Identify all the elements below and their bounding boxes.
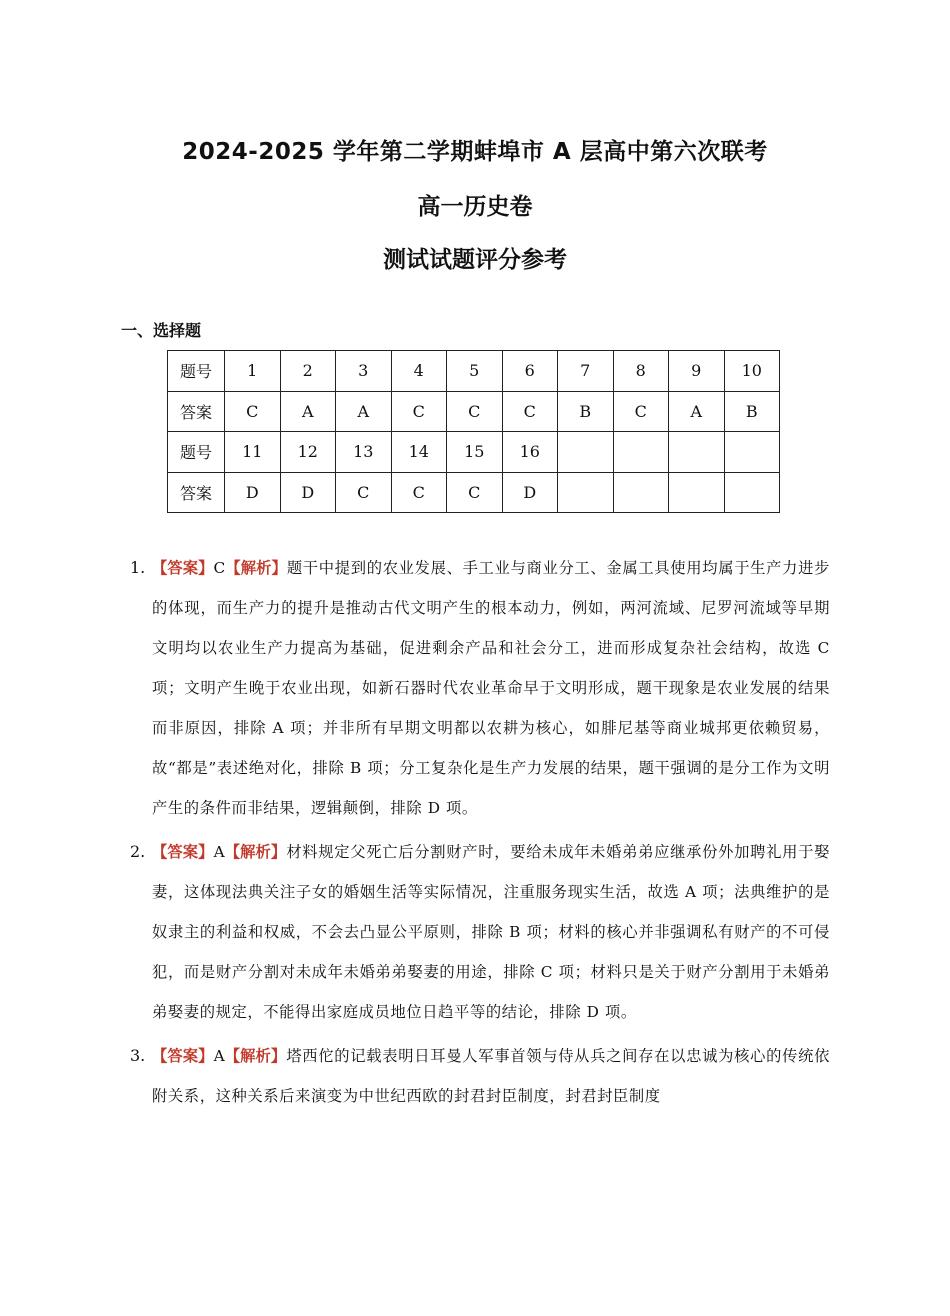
row-label: 答案 (168, 391, 225, 432)
table-cell: A (280, 391, 336, 432)
table-cell: 6 (502, 351, 558, 392)
table-cell: C (391, 472, 447, 513)
table-cell: C (447, 391, 503, 432)
table-cell (613, 432, 669, 473)
table-cell: 2 (280, 351, 336, 392)
table-cell: A (336, 391, 392, 432)
item-number: 2. (130, 842, 146, 861)
table-cell (669, 472, 725, 513)
table-cell: C (225, 391, 281, 432)
table-cell: 5 (447, 351, 503, 392)
table-row (168, 351, 780, 392)
table-cell (669, 432, 725, 473)
table-cell (558, 472, 614, 513)
list-item (130, 548, 830, 828)
table-cell: B (558, 391, 614, 432)
table-row (168, 432, 780, 473)
row-label: 答案 (168, 472, 225, 513)
table-cell (724, 432, 780, 473)
table-cell: 12 (280, 432, 336, 473)
table-cell: 7 (558, 351, 614, 392)
document-title: 测试试题评分参考 (383, 247, 567, 273)
row-label: 题号 (168, 432, 225, 473)
item-body (152, 548, 830, 828)
table-row (168, 391, 780, 432)
table-cell (724, 472, 780, 513)
table-cell: C (613, 391, 669, 432)
table-cell (613, 472, 669, 513)
item-body (152, 832, 830, 1032)
item-body (152, 1036, 830, 1116)
table-cell: C (336, 472, 392, 513)
table-cell: 3 (336, 351, 392, 392)
table-cell: C (391, 391, 447, 432)
analysis-tag: 【解析】 (224, 1047, 287, 1065)
answer-table (167, 350, 780, 513)
item-number: 1. (130, 558, 146, 577)
explanation-list (130, 548, 830, 1120)
table-cell: B (724, 391, 780, 432)
table-cell: D (502, 472, 558, 513)
answer-letter: A (213, 843, 225, 861)
table-cell: 11 (225, 432, 281, 473)
analysis-text: 题干中提到的农业发展、手工业与商业分工、金属工具使用均属于生产力进步的体现，而生产力的提升是推动古代文明产生的根本动力，例如，两河流域、尼罗河流域等早期文明均以农业生产力提高为基础，促进剩余产品和社会分工，进而形成复杂社会结构，故选 C 项；文明产生晚于农业出现，如新石器时代农业革命早于文明形成，题干现象是农业发展的结果而非原因，排除 A 项；并非所有早期文明都以农耕为核心，如腓尼基等商业城邦更依赖贸易，故“都是”表述绝对化，排除 B 项；分工复杂化是生产力发展的结果，题干强调的是分工作为文明产生的条件而非结果，逻辑颠倒，排除 D 项。 (152, 559, 830, 817)
table-cell: D (280, 472, 336, 513)
table-cell: 8 (613, 351, 669, 392)
answer-tag: 【答案】 (152, 843, 214, 861)
table-cell (558, 432, 614, 473)
analysis-text: 材料规定父死亡后分割财产时，要给未成年未婚弟弟应继承份外加聘礼用于娶妻，这体现法典关注子女的婚姻生活等实际情况，注重服务现实生活，故选 A 项；法典维护的是奴隶主的利益和权威，不会去凸显公平原则，排除 B 项；材料的核心并非强调私有财产的不可侵犯，而是财产分割对未成年未婚弟弟娶妻的用途，排除 C 项；材料只是关于财产分割用于未婚弟弟娶妻的规定，不能得出家庭成员地位日趋平等的结论，排除 D 项。 (152, 843, 830, 1021)
answer-letter: A (213, 1047, 225, 1065)
table-cell: 14 (391, 432, 447, 473)
table-cell: 1 (225, 351, 281, 392)
table-cell: 10 (724, 351, 780, 392)
list-item (130, 1036, 830, 1116)
analysis-tag: 【解析】 (225, 559, 287, 577)
table-cell: C (447, 472, 503, 513)
table-cell: D (225, 472, 281, 513)
table-row (168, 472, 780, 513)
table-cell: 15 (447, 432, 503, 473)
answer-tag: 【答案】 (152, 1047, 214, 1065)
answer-letter: C (213, 559, 226, 577)
table-cell: 16 (502, 432, 558, 473)
section-heading: 一、选择题 (121, 321, 202, 340)
table-cell: C (502, 391, 558, 432)
table-cell: 13 (336, 432, 392, 473)
row-label: 题号 (168, 351, 225, 392)
analysis-text: 塔西佗的记载表明日耳曼人军事首领与侍从兵之间存在以忠诚为核心的传统依附关系，这种关系后来演变为中世纪西欧的封君封臣制度，封君封臣制度 (152, 1047, 830, 1105)
answer-tag: 【答案】 (152, 559, 214, 577)
analysis-tag: 【解析】 (224, 843, 287, 861)
table-cell: A (669, 391, 725, 432)
list-item (130, 832, 830, 1032)
table-cell: 4 (391, 351, 447, 392)
table-cell: 9 (669, 351, 725, 392)
exam-title: 2024-2025 学年第二学期蚌埠市 A 层高中第六次联考 (182, 139, 768, 165)
exam-subtitle: 高一历史卷 (417, 194, 533, 220)
item-number: 3. (130, 1046, 146, 1065)
